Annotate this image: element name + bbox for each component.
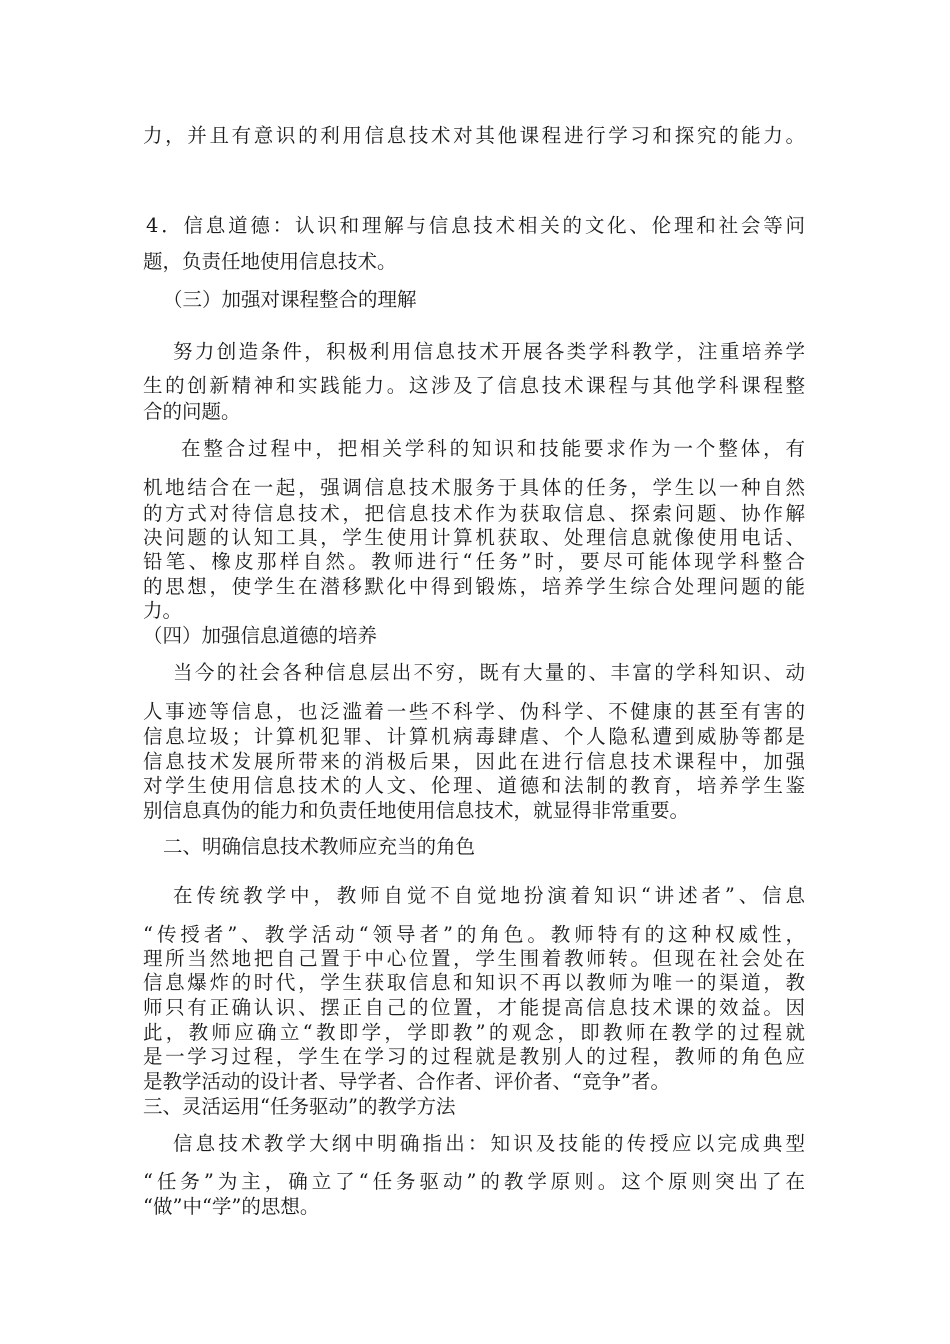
paragraph-line: 铅笔、橡皮那样自然。教师进行“任务”时，要尽可能体现学科整合 xyxy=(143,550,805,573)
paragraph-line: 信息爆炸的时代，学生获取信息和知识不再以教师为唯一的渠道，教 xyxy=(143,971,805,994)
section-heading: （三）加强对课程整合的理解 xyxy=(163,288,417,311)
paragraph-line: 在整合过程中，把相关学科的知识和技能要求作为一个整体，有 xyxy=(181,437,805,460)
paragraph-line: 此，教师应确立“教即学，学即教”的观念，即教师在教学的过程就 xyxy=(143,1021,805,1044)
paragraph-line: 别信息真伪的能力和负责任地使用信息技术，就显得非常重要。 xyxy=(143,799,690,822)
paragraph-line: 信息技术教学大纲中明确指出：知识及技能的传授应以完成典型 xyxy=(173,1132,805,1155)
paragraph-line: 人事迹等信息，也泛滥着一些不科学、伪科学、不健康的甚至有害的 xyxy=(143,700,805,723)
paragraph-line: “传授者”、教学活动“领导者”的角色。教师特有的这种权威性， xyxy=(143,923,805,946)
paragraph-line: 理所当然地把自己置于中心位置，学生围着教师转。但现在社会处在 xyxy=(143,947,805,970)
paragraph-line: 是一学习过程，学生在学习的过程就是教别人的过程，教师的角色应 xyxy=(143,1045,805,1068)
paragraph-line: 4．信息道德：认识和理解与信息技术相关的文化、伦理和社会等问 xyxy=(146,214,805,237)
paragraph-line: 题，负责任地使用信息技术。 xyxy=(143,250,397,273)
section-heading: （四）加强信息道德的培养 xyxy=(143,624,378,647)
paragraph-line: 力，并且有意识的利用信息技术对其他课程进行学习和探究的能力。 xyxy=(143,124,805,147)
paragraph-line: 师只有正确认识、摆正自己的位置，才能提高信息技术课的效益。因 xyxy=(143,996,805,1019)
paragraph-line: 信息技术发展所带来的消极后果，因此在进行信息技术课程中，加强 xyxy=(143,750,805,773)
paragraph-line: 对学生使用信息技术的人文、伦理、道德和法制的教育，培养学生鉴 xyxy=(143,774,805,797)
section-heading: 三、灵活运用“任务驱动”的教学方法 xyxy=(143,1095,456,1118)
paragraph-line: 生的创新精神和实践能力。这涉及了信息技术课程与其他学科课程整 xyxy=(143,374,805,397)
section-heading: 二、明确信息技术教师应充当的角色 xyxy=(163,835,476,858)
paragraph-line: “任务”为主，确立了“任务驱动”的教学原则。这个原则突出了在 xyxy=(143,1170,805,1193)
paragraph-line: 机地结合在一起，强调信息技术服务于具体的任务，学生以一种自然 xyxy=(143,476,805,499)
paragraph-line: 决问题的认知工具，学生使用计算机获取、处理信息就像使用电话、 xyxy=(143,526,805,549)
paragraph-line: 努力创造条件，积极利用信息技术开展各类学科教学，注重培养学 xyxy=(173,340,805,363)
paragraph-line: 的方式对待信息技术，把信息技术作为获取信息、探索问题、协作解 xyxy=(143,502,805,525)
paragraph-line: 信息垃圾；计算机犯罪、计算机病毒肆虐、个人隐私遭到威胁等都是 xyxy=(143,725,805,748)
paragraph-line: 力。 xyxy=(143,599,183,622)
paragraph-line: 在传统教学中，教师自觉不自觉地扮演着知识“讲述者”、信息 xyxy=(173,884,805,907)
paragraph-line: 的思想，使学生在潜移默化中得到锻炼，培养学生综合处理问题的能 xyxy=(143,575,805,598)
paragraph-line: 是教学活动的设计者、导学者、合作者、评价者、“竞争”者。 xyxy=(143,1070,670,1093)
paragraph-line: 合的问题。 xyxy=(143,400,241,423)
paragraph-line: 当今的社会各种信息层出不穷，既有大量的、丰富的学科知识、动 xyxy=(173,661,805,684)
paragraph-line: “做”中“学”的思想。 xyxy=(143,1195,320,1218)
